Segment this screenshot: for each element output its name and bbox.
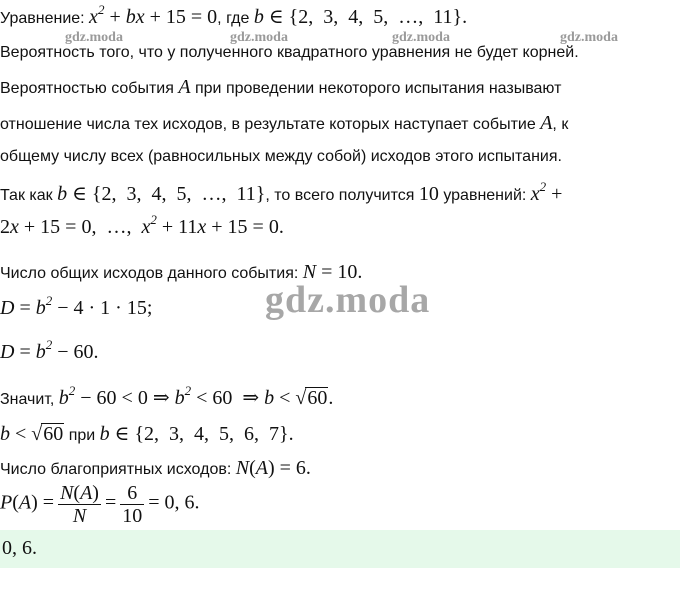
question-text: Вероятность того, что у полученного квадратного уравнения не будет корней. [0, 44, 579, 61]
definition-line-1: Вероятностью события A при проведении некоторого испытания называют [0, 76, 562, 98]
watermark-small-2: gdz.moda [230, 30, 288, 45]
valid-values-line: b < √60 при b ∈ {2, 3, 4, 5, 6, 7}. [0, 423, 294, 445]
watermark-small-1: gdz.moda [65, 30, 123, 45]
definition-line-3: общему числу всех (равносильных между собой) исходов этого испытания. [0, 148, 562, 165]
answer-value: 0, 6. [2, 537, 37, 559]
total-outcomes-line: Число общих исходов данного события: N = 10. [0, 261, 363, 283]
favorable-outcomes-line: Число благоприятных исходов: N(A) = 6. [0, 457, 311, 479]
definition-line-2: отношение числа тех исходов, в результате которых наступает событие A, к [0, 112, 569, 134]
label-equation: Уравнение: [0, 10, 90, 27]
equation-statement: Уравнение: $x^2$ + bx + 15 = 0, где b ∈ {2, 3, 4, 5, …, 11}. [0, 2, 468, 28]
label-where: , где [217, 10, 254, 27]
answer-box [0, 530, 680, 568]
probability-formula: P(A) = $\frac{N(A)}{N}$ = $\frac{6}{10}$ = 0, 6. [0, 482, 200, 527]
watermark-big: gdz.moda [265, 279, 431, 321]
equations-range-line: 2x + 15 = 0, …, $x^2 + 11x + 15 = 0$. [0, 212, 284, 238]
discriminant-formula: $D = b^2 - 4 \cdot 1 \cdot 15$; [0, 293, 153, 319]
watermark-small-4: gdz.moda [560, 30, 618, 45]
discriminant-simplified: $D = b^2 - 60$. [0, 337, 99, 363]
equations-count-line: Так как b ∈ {2, 3, 4, 5, …, 11}, то всего получится 10 уравнений: $x^2$ + [0, 179, 563, 205]
inequality-line: Значит, $b^2 - 60 < 0$ ⇒ $b^2 < 60$ ⇒ b < √60. [0, 383, 334, 409]
watermark-small-3: gdz.moda [392, 30, 450, 45]
